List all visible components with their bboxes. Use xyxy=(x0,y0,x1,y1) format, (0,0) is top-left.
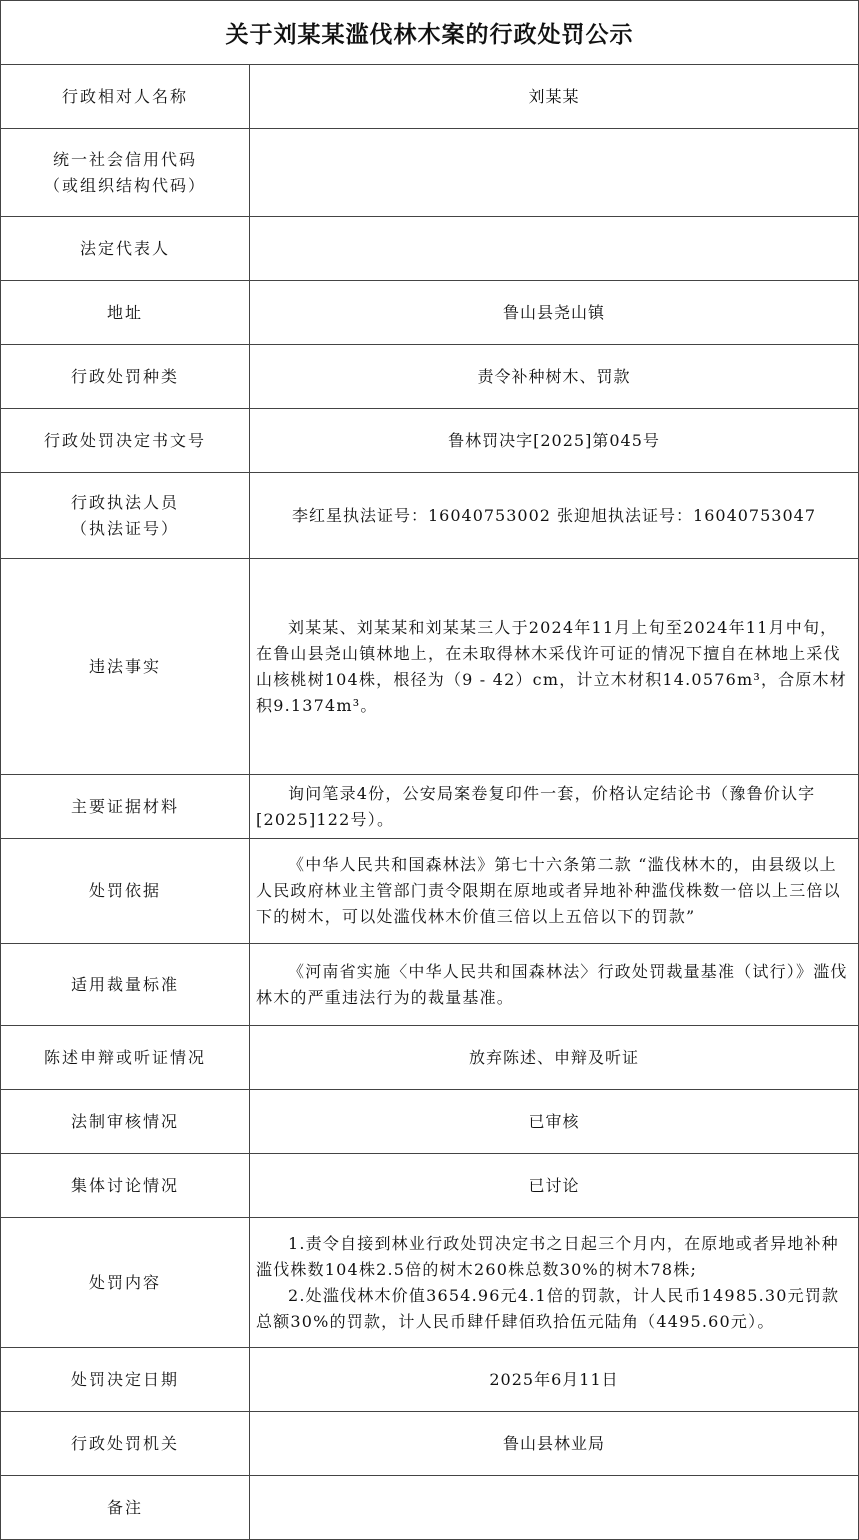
row-label-hearing: 陈述申辩或听证情况 xyxy=(1,1026,250,1090)
row-label-decision-date: 处罚决定日期 xyxy=(1,1348,250,1412)
table-row xyxy=(1,775,859,839)
row-value-evidence xyxy=(250,775,859,839)
row-value-decision-date: 2025年6月11日 xyxy=(250,1348,859,1412)
table-row xyxy=(1,473,859,559)
evidence-text: 询问笔录4份，公安局案卷复印件一套，价格认定结论书（豫鲁价认字[2025]122号）。 xyxy=(256,783,816,829)
row-label-collective-discussion: 集体讨论情况 xyxy=(1,1154,250,1218)
penalty-content-item-2: 2.处滥伐林木价值3654.96元4.1倍的罚款，计人民币14985.30元罚款总额30%的罚款，计人民币肆仟肆佰玖拾伍元陆角（4495.60元）。 xyxy=(256,1285,840,1331)
table-row xyxy=(1,217,859,281)
table-row xyxy=(1,65,859,129)
row-label-discretion-standard: 适用裁量标准 xyxy=(1,944,250,1026)
row-label-officers-line2: （执法证号） xyxy=(70,518,179,538)
penalty-content-item-1: 1.责令自接到林业行政处罚决定书之日起三个月内，在原地或者异地补种滥伐株数104株2.5倍的树木260株总数30%的树木78株; xyxy=(256,1233,839,1279)
row-label-legal-rep: 法定代表人 xyxy=(1,217,250,281)
row-value-legal-basis xyxy=(250,839,859,944)
row-value-collective-discussion: 已讨论 xyxy=(250,1154,859,1218)
row-label-credit-code-line1: 统一社会信用代码 xyxy=(52,149,197,169)
table-row xyxy=(1,1218,859,1348)
row-label-decision-number: 行政处罚决定书文号 xyxy=(1,409,250,473)
table-row xyxy=(1,944,859,1026)
violation-facts-text: 刘某某、刘某某和刘某某三人于2024年11月上旬至2024年11月中旬，在鲁山县尧山镇林地上，在未取得林木采伐许可证的情况下擅自在林地上采伐山核桃树104株，根径为（9 - 42）cm，计立木材积14.0576m³，合原木材积9.1374m³。 xyxy=(256,617,847,715)
row-value-legal-review: 已审核 xyxy=(250,1090,859,1154)
penalty-info-table xyxy=(0,64,859,1540)
discretion-standard-text: 《河南省实施〈中华人民共和国森林法〉行政处罚裁量基准（试行）》滥伐林木的严重违法行为的裁量基准。 xyxy=(256,961,848,1007)
row-label-officers-line1: 行政执法人员 xyxy=(70,492,179,512)
row-value-enforcement-officers: 李红星执法证号：16040753002 张迎旭执法证号：16040753047 xyxy=(250,473,859,559)
document-title: 关于刘某某滥伐林木案的行政处罚公示 xyxy=(0,0,859,64)
table-row xyxy=(1,345,859,409)
row-label-penalty-authority: 行政处罚机关 xyxy=(1,1412,250,1476)
table-row xyxy=(1,1154,859,1218)
row-label-penalty-type: 行政处罚种类 xyxy=(1,345,250,409)
table-row xyxy=(1,1476,859,1540)
row-value-discretion-standard xyxy=(250,944,859,1026)
row-label-remarks: 备注 xyxy=(1,1476,250,1540)
table-row xyxy=(1,1348,859,1412)
row-label-party-name: 行政相对人名称 xyxy=(1,65,250,129)
row-label-evidence: 主要证据材料 xyxy=(1,775,250,839)
table-row xyxy=(1,409,859,473)
table-row xyxy=(1,559,859,775)
row-label-address: 地址 xyxy=(1,281,250,345)
table-row xyxy=(1,1090,859,1154)
row-value-violation-facts xyxy=(250,559,859,775)
row-value-address: 鲁山县尧山镇 xyxy=(250,281,859,345)
row-value-legal-rep xyxy=(250,217,859,281)
row-label-enforcement-officers xyxy=(1,473,250,559)
row-value-penalty-type: 责令补种树木、罚款 xyxy=(250,345,859,409)
row-value-party-name: 刘某某 xyxy=(250,65,859,129)
row-label-credit-code-line2: （或组织结构代码） xyxy=(43,175,206,195)
row-value-hearing: 放弃陈述、申辩及听证 xyxy=(250,1026,859,1090)
row-value-credit-code xyxy=(250,129,859,217)
row-label-violation-facts: 违法事实 xyxy=(1,559,250,775)
row-label-legal-review: 法制审核情况 xyxy=(1,1090,250,1154)
table-row xyxy=(1,281,859,345)
table-row xyxy=(1,1412,859,1476)
table-row xyxy=(1,1026,859,1090)
table-row xyxy=(1,129,859,217)
row-value-penalty-authority: 鲁山县林业局 xyxy=(250,1412,859,1476)
row-value-decision-number: 鲁林罚决字[2025]第045号 xyxy=(250,409,859,473)
legal-basis-text: 《中华人民共和国森林法》第七十六条第二款 “滥伐林木的，由县级以上人民政府林业主管部门责令限期在原地或者异地补种滥伐株数一倍以上三倍以下的树木，可以处滥伐林木价值三倍以上五倍以下的罚款” xyxy=(256,855,841,926)
row-label-legal-basis: 处罚依据 xyxy=(1,839,250,944)
row-value-remarks xyxy=(250,1476,859,1540)
row-label-credit-code xyxy=(1,129,250,217)
row-value-penalty-content xyxy=(250,1218,859,1348)
table-row xyxy=(1,839,859,944)
row-label-penalty-content: 处罚内容 xyxy=(1,1218,250,1348)
